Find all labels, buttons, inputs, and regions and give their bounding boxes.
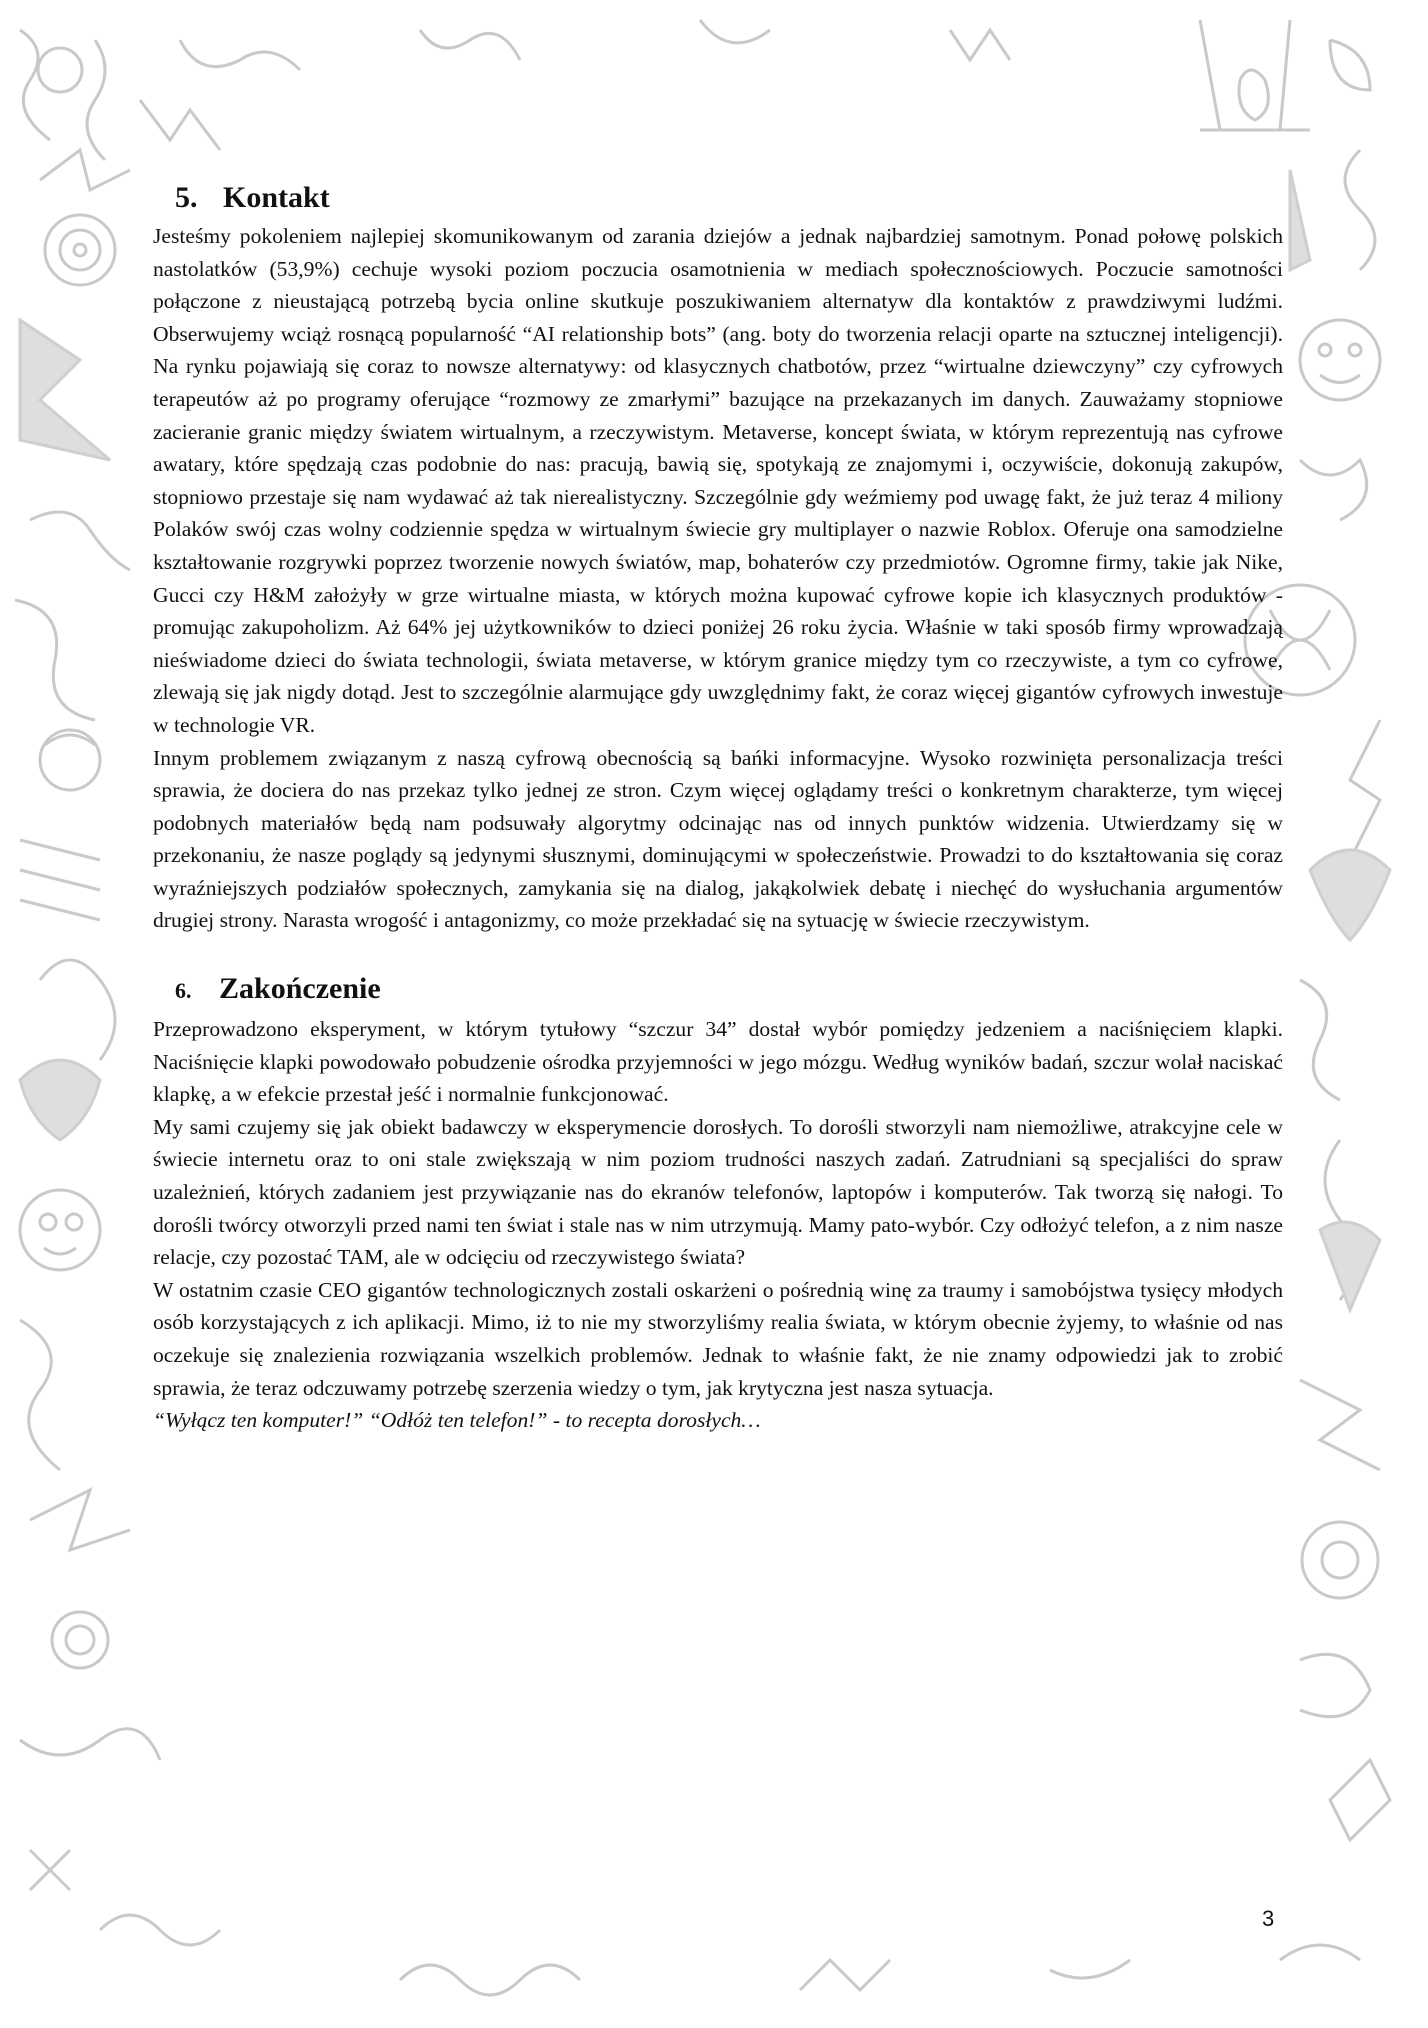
section-title: Zakończenie (219, 972, 381, 1006)
closing-quote: “Wyłącz ten komputer!” “Odłóż ten telefon!” - to recepta dorosłych… (153, 1408, 761, 1433)
section-heading-kontakt (153, 178, 1283, 218)
document-body (153, 178, 1283, 1437)
paragraph: Jesteśmy pokoleniem najlepiej skomunikowanym od zarania dziejów a jednak najbardziej samotnym. Ponad połowę polskich nastolatków (53,9%) cechuje wysoki poziom poczucia osamotnienia w mediach społecznościowych. Poczucie samotności połączone z nieustającą potrzebą bycia online skutkuje poszukiwaniem alternatyw dla kontaktów z prawdziwymi ludźmi. Obserwujemy wciąż rosnącą popularność “AI relationship bots” (ang. boty do tworzenia relacji oparte na sztucznej inteligencji). Na rynku pojawiają się coraz to nowsze alternatywy: od klasycznych chatbotów, przez “wirtualne dziewczyny” czy cyfrowych terapeutów aż po programy oferujące “rozmowy ze zmarłymi” bazujące na przekazanych im danych. Zauważamy stopniowe zacieranie granic między światem wirtualnym, a rzeczywistym. Metaverse, koncept świata, w którym reprezentują nas cyfrowe awatary, które spędzają czas podobnie do nas: pracują, bawią się, spotykają ze znajomymi i, oczywiście, dokonują zakupów, stopniowo przestaje się nam wydawać aż tak nierealistyczny. Szczególnie gdy weźmiemy pod uwagę fakt, że już teraz 4 miliony Polaków swój czas wolny codziennie spędza w wirtualnym świecie gry multiplayer o nazwie Roblox. Oferuje ona samodzielne kształtowanie rozgrywki poprzez tworzenie nowych światów, map, bohaterów czy przedmiotów. Ogromne firmy, takie jak Nike, Gucci czy H&M założyły w grze wirtualne miasta, w których można kupować cyfrowe kopie ich klasycznych produktów - promując zakupoholizm. Aż 64% jej użytkowników to dzieci poniżej 26 roku życia. Właśnie w taki sposób firmy wprowadzają nieświadome dzieci do świata technologii, świata metaverse, w którym granice między tym co rzeczywiste, a tym co cyfrowe, zlewają się jak nigdy dotąd. Jest to szczególnie alarmujące gdy uwzględnimy fakt, że coraz więcej gigantów cyfrowych inwestuje w technologie VR. (153, 224, 1283, 737)
section-heading-zakonczenie (153, 969, 1283, 1011)
section-number: 6. (175, 978, 192, 1004)
paragraph: My sami czujemy się jak obiekt badawczy w eksperymencie dorosłych. To dorośli stworzyli nam niemożliwe, atrakcyjne cele w świecie internetu oraz to oni stale zwiększają w nim poziom trudności naszych zadań. Zatrudniani są specjaliści do spraw uzależnień, których zadaniem jest przywiązanie nas do ekranów telefonów, laptopów i komputerów. Tak tworzą się nałogi. To dorośli twórcy otworzyli przed nami ten świat i stale nas w nim utrzymują. Mamy pato-wybór. Czy odłożyć telefon, a z nim nasze relacje, czy pozostać TAM, ale w odcięciu od rzeczywistego świata? (153, 1114, 1283, 1270)
paragraph: W ostatnim czasie CEO gigantów technologicznych zostali oskarżeni o pośrednią winę za traumy i samobójstwa tysięcy młodych osób korzystających z ich aplikacji. Mimo, iż to nie my stworzyliśmy realia świata, w którym obecnie żyjemy, to właśnie od nas oczekuje się znalezienia rozwiązania wszelkich problemów. Jednak to właśnie fakt, że nie znamy odpowiedzi jak to zrobić sprawia, że teraz odczuwamy potrzebę szerzenia wiedzy o tym, jak krytyczna jest nasza sytuacja. (153, 1277, 1283, 1400)
paragraph: Innym problemem związanym z naszą cyfrową obecnością są bańki informacyjne. Wysoko rozwinięta personalizacja treści sprawia, że dociera do nas przekaz tylko jednej ze stron. Czym więcej oglądamy treści o konkretnym charakterze, tym więcej podobnych materiałów będą nam podsuwały algorytmy odcinając nas od innych punktów widzenia. Utwierdzamy się w przekonaniu, że nasze poglądy są jedynymi słusznymi, dominującymi w społeczeństwie. Prowadzi to do kształtowania się coraz wyraźniejszych podziałów społecznych, zamykania się na dialog, jakąkolwiek debatę i niechęć do wysłuchania argumentów drugiej strony. Narasta wrogość i antagonizmy, co może przekładać się na sytuację w świecie rzeczywistym. (153, 745, 1283, 933)
paragraph: Przeprowadzono eksperyment, w którym tytułowy “szczur 34” dostał wybór pomiędzy jedzeniem a naciśnięciem klapki. Naciśnięcie klapki powodowało pobudzenie ośrodka przyjemności w jego mózgu. Według wyników badań, szczur wolał naciskać klapkę, a w efekcie przestał jeść i normalnie funkcjonować. (153, 1017, 1283, 1107)
section-number: 5. (175, 181, 198, 214)
section-title: Kontakt (223, 181, 330, 214)
page-number: 3 (1262, 1906, 1275, 1931)
